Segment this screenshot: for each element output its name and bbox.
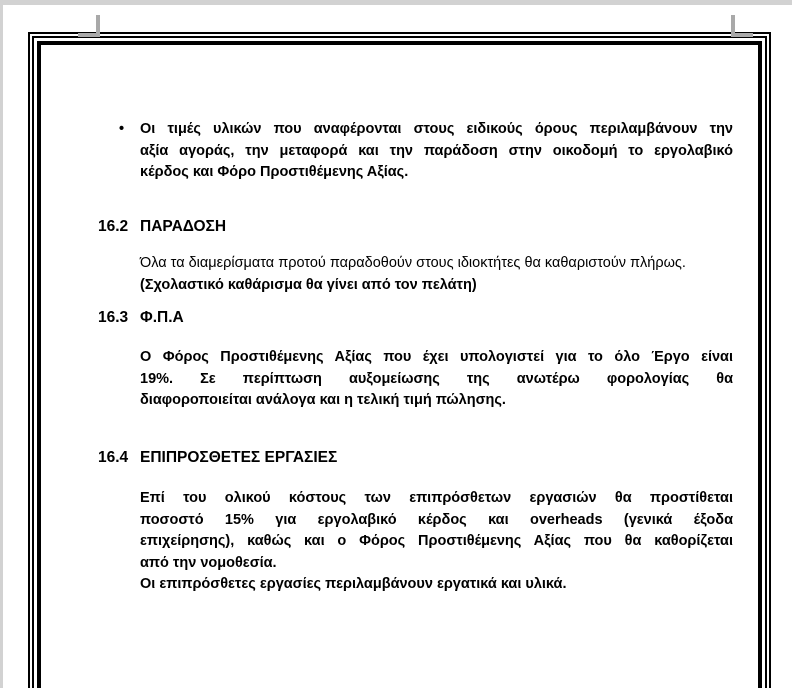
bullet-icon: • [119, 121, 125, 137]
text-line: Οι τιμές υλικών που αναφέρονται στους ειδικούς όρους περιλαμβάνουν την [140, 121, 733, 137]
text-line: κέρδος και Φόρο Προστιθέμενης Αξίας. [140, 164, 409, 180]
text-line: διαφοροποιείται ανάλογα και η τελική τιμή πώλησης. [140, 392, 506, 408]
section-title: Φ.Π.Α [140, 309, 184, 326]
section-heading-16-3 [98, 310, 184, 326]
text-line: Επί του ολικού κόστους των επιπρόσθετων εργασιών θα προστίθεται [140, 490, 733, 506]
text-line: ποσοστό 15% για εργολαβικό κέρδος και overheads (γενικά έξοδα [140, 511, 733, 528]
left-margin-crop-mark-horizontal [78, 33, 100, 37]
section-heading-16-2 [98, 219, 226, 235]
text-line: 19%. Σε περίπτωση αυξομείωσης της ανωτέρω φορολογίας θα [140, 370, 733, 387]
section-16-2-body [140, 253, 733, 296]
body-text-line: Όλα τα διαμερίσματα προτού παραδοθούν στους ιδιοκτήτες θα καθαριστούν πλήρως. [140, 255, 686, 271]
section-title: ΕΠΙΠΡΟΣΘΕΤΕΣ ΕΡΓΑΣΙΕΣ [140, 449, 338, 466]
section-16-4-paragraph-1 [140, 488, 733, 574]
section-number: 16.4 [98, 449, 129, 466]
right-margin-crop-mark-horizontal [731, 33, 753, 37]
bullet-paragraph [119, 119, 733, 184]
section-number: 16.2 [98, 218, 129, 235]
section-16-4-body [140, 488, 733, 596]
section-number: 16.3 [98, 309, 129, 326]
section-16-4-paragraph-2: Οι επιπρόσθετες εργασίες περιλαμβάνουν εργατικά και υλικά. [140, 576, 567, 592]
text-line: από την νομοθεσία. [140, 554, 277, 571]
note-text-line: (Σχολαστικό καθάρισμα θα γίνει από τον πελάτη) [140, 276, 477, 293]
text-line: αξία αγοράς, την μεταφορά και την παράδοση στην οικοδομή το εργολαβικό [140, 142, 733, 159]
text-line: επιχείρησης), καθώς και ο Φόρος Προστιθέμενης Αξίας που θα καθορίζεται [140, 533, 733, 549]
section-16-3-paragraph [140, 347, 733, 412]
section-title: ΠΑΡΑΔΟΣΗ [140, 218, 227, 235]
text-line: Ο Φόρος Προστιθέμενης Αξίας που έχει υπολογιστεί για το όλο Έργο είναι [140, 349, 733, 365]
section-heading-16-4 [98, 450, 337, 466]
